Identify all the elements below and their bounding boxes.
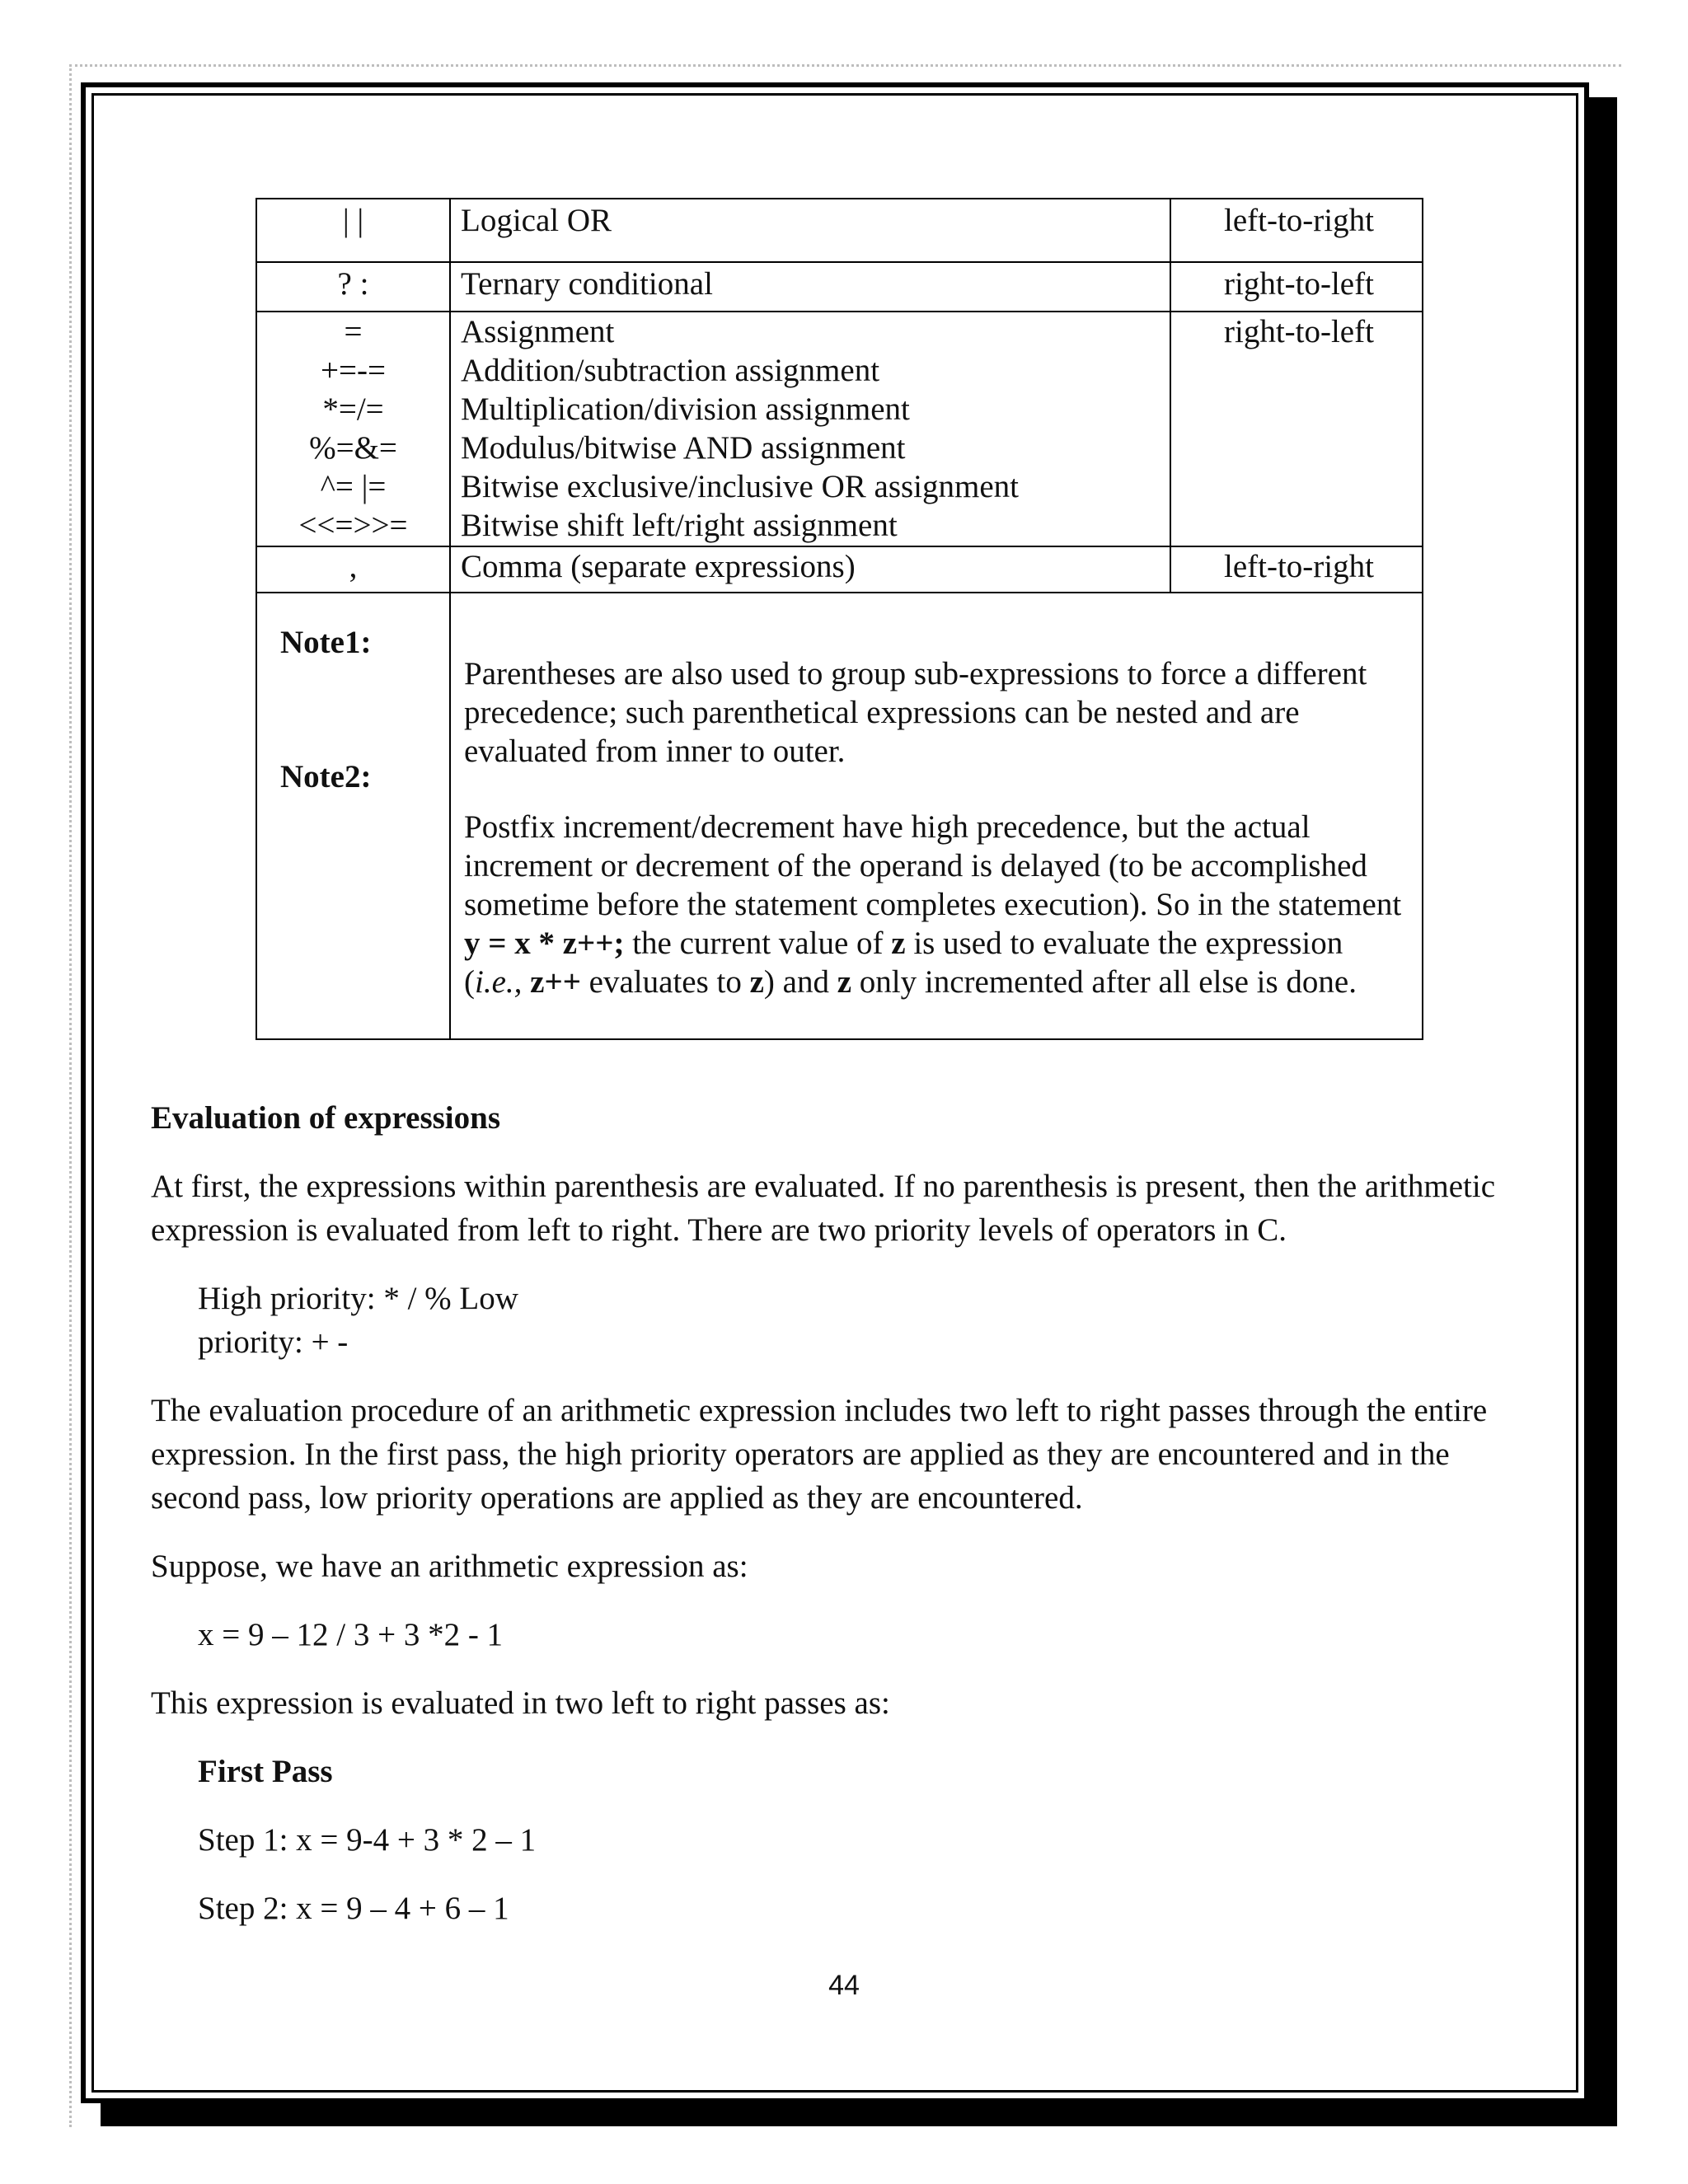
note2-ie: i.e.,	[475, 964, 523, 1000]
note2-text-part: evaluates to	[580, 964, 750, 1000]
operator-associativity: right-to-left	[1170, 262, 1423, 312]
notes-text	[450, 593, 1423, 1039]
note2-var: z	[891, 926, 906, 961]
operator-associativity: right-to-left	[1170, 312, 1423, 546]
note2-text-part: only incremented after all else is done.	[851, 964, 1357, 1000]
intro-paragraph: At first, the expressions within parenthesis are evaluated. If no parenthesis is present, then the arithmetic expression is evaluated from left to right. There are two priority levels of operators in C.	[151, 1169, 1496, 1248]
table-row	[256, 312, 1423, 546]
priority-paragraph	[151, 1277, 1536, 1364]
note1-label: Note1:	[280, 625, 372, 660]
note1-text: Parentheses are also used to group sub-expressions to force a different precedence; such parenthetical expressions can be nested and are evaluated from inner to outer.	[464, 656, 1367, 769]
operator-symbol: *=/=	[322, 391, 384, 427]
section-heading: Evaluation of expressions	[151, 1100, 501, 1136]
table-row	[256, 199, 1423, 262]
step-2: Step 2: x = 9 – 4 + 6 – 1	[198, 1891, 509, 1926]
notes-row	[256, 593, 1423, 1039]
operator-description: Assignment	[461, 314, 615, 349]
operator-description-list	[450, 312, 1170, 546]
note2-label: Note2:	[280, 759, 372, 794]
operator-symbol: +=-=	[321, 353, 386, 388]
operator-description: Comma (separate expressions)	[450, 546, 1170, 593]
page-number: 44	[828, 1970, 860, 2001]
operator-description: Bitwise shift left/right assignment	[461, 508, 898, 543]
operator-symbol: ? :	[256, 262, 450, 312]
operator-symbol: ,	[256, 546, 450, 593]
notes-labels	[256, 593, 450, 1039]
operator-associativity: left-to-right	[1170, 199, 1423, 262]
section-body	[151, 1096, 1536, 1955]
operator-associativity: left-to-right	[1170, 546, 1423, 593]
operator-symbol: <<=>>=	[298, 508, 408, 543]
example-expression: x = 9 – 12 / 3 + 3 *2 - 1	[198, 1617, 504, 1652]
operator-description: Multiplication/division assignment	[461, 391, 910, 427]
note2-text	[451, 808, 1422, 1001]
note2-text-part: is used to evaluate the expression (	[464, 926, 1343, 1000]
operator-symbol-list	[256, 312, 450, 546]
operator-description: Modulus/bitwise AND assignment	[461, 430, 906, 466]
note2-var: z	[837, 964, 852, 1000]
first-pass-heading: First Pass	[198, 1754, 333, 1789]
operator-symbol: %=&=	[309, 430, 397, 466]
operator-symbol: | |	[256, 199, 450, 262]
procedure-paragraph: The evaluation procedure of an arithmetic expression includes two left to right passes through the entire expression. In the first pass, the high priority operators are applied as they are encountered and in the second pass, low priority operations are applied as they are encountered.	[151, 1393, 1488, 1516]
operator-description: Logical OR	[450, 199, 1170, 262]
operator-symbol: ^= |=	[320, 469, 387, 504]
operator-description: Bitwise exclusive/inclusive OR assignment	[461, 469, 1019, 504]
priority-line: priority: + -	[198, 1324, 349, 1360]
note2-code: z++	[522, 964, 581, 1000]
operator-description: Ternary conditional	[450, 262, 1170, 312]
note2-text-part: Postfix increment/decrement have high precedence, but the actual increment or decrement of the operand is delayed (to be accomplished sometime before the statement completes execution). So in the statement	[464, 809, 1402, 922]
two-passes-paragraph: This expression is evaluated in two left to right passes as:	[151, 1685, 890, 1721]
suppose-paragraph: Suppose, we have an arithmetic expression as:	[151, 1549, 748, 1584]
note2-text-part: ) and	[763, 964, 837, 1000]
priority-line: High priority: * / % Low	[198, 1281, 518, 1316]
operator-symbol: =	[344, 314, 363, 349]
step-1: Step 1: x = 9-4 + 3 * 2 – 1	[198, 1822, 537, 1858]
operator-precedence-table	[256, 198, 1423, 1040]
table-row	[256, 546, 1423, 593]
table-row	[256, 262, 1423, 312]
note2-code: y = x * z++;	[464, 926, 625, 961]
note2-text-part: the current value of	[624, 926, 892, 961]
note2-var: z	[749, 964, 764, 1000]
operator-description: Addition/subtraction assignment	[461, 353, 880, 388]
